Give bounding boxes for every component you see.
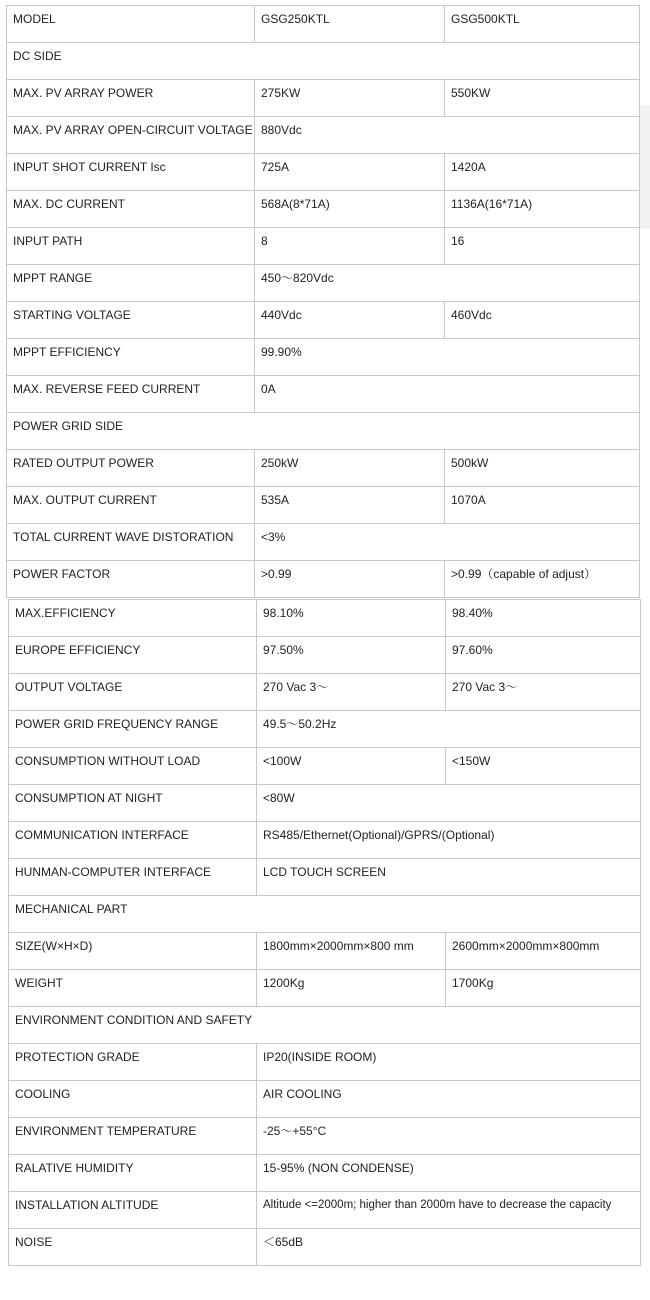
spec-value-model-1: 725A xyxy=(255,154,445,191)
section-row xyxy=(9,1007,641,1044)
spec-label: POWER GRID FREQUENCY RANGE xyxy=(9,711,257,748)
spec-value: Altitude <=2000m; higher than 2000m have to decrease the capacity xyxy=(257,1192,641,1229)
spec-label: OUTPUT VOLTAGE xyxy=(9,674,257,711)
table-row xyxy=(9,1229,641,1266)
spec-label: MAX. PV ARRAY OPEN-CIRCUIT VOLTAGE xyxy=(7,117,255,154)
spec-value-model-1: 98.10% xyxy=(257,600,446,637)
model-col-1: GSG250KTL xyxy=(255,6,445,43)
spec-value: <3% xyxy=(255,524,640,561)
table-row xyxy=(7,117,640,154)
spec-value: 99.90% xyxy=(255,339,640,376)
spec-value-model-2: 1700Kg xyxy=(446,970,641,1007)
spec-value-model-1: 535A xyxy=(255,487,445,524)
table-row xyxy=(9,600,641,637)
spec-label: HUNMAN-COMPUTER INTERFACE xyxy=(9,859,257,896)
spec-label: MAX. REVERSE FEED CURRENT xyxy=(7,376,255,413)
table-row xyxy=(9,674,641,711)
model-col-2: GSG500KTL xyxy=(445,6,640,43)
spec-label: MAX. OUTPUT CURRENT xyxy=(7,487,255,524)
table-row xyxy=(9,859,641,896)
spec-label: SIZE(W×H×D) xyxy=(9,933,257,970)
model-label: MODEL xyxy=(7,6,255,43)
spec-value-model-1: 440Vdc xyxy=(255,302,445,339)
spec-label: MAX.EFFICIENCY xyxy=(9,600,257,637)
spec-label: INSTALLATION ALTITUDE xyxy=(9,1192,257,1229)
section-heading: DC SIDE xyxy=(7,43,640,80)
spec-label: MAX. DC CURRENT xyxy=(7,191,255,228)
spec-label: COMMUNICATION INTERFACE xyxy=(9,822,257,859)
spec-value-model-1: 1800mm×2000mm×800 mm xyxy=(257,933,446,970)
spec-value: RS485/Ethernet(Optional)/GPRS/(Optional) xyxy=(257,822,641,859)
spec-value: 49.5～50.2Hz xyxy=(257,711,641,748)
spec-value-model-1: >0.99 xyxy=(255,561,445,598)
spec-value-model-2: 97.60% xyxy=(446,637,641,674)
table-row xyxy=(7,302,640,339)
spec-value-model-2: <150W xyxy=(446,748,641,785)
spec-label: STARTING VOLTAGE xyxy=(7,302,255,339)
section-heading: ENVIRONMENT CONDITION AND SAFETY xyxy=(9,1007,641,1044)
table-row xyxy=(7,561,640,598)
table-row xyxy=(7,524,640,561)
spec-label: RALATIVE HUMIDITY xyxy=(9,1155,257,1192)
spec-label: TOTAL CURRENT WAVE DISTORATION xyxy=(7,524,255,561)
table-row xyxy=(9,1081,641,1118)
spec-value-model-2: 1070A xyxy=(445,487,640,524)
spec-label: INPUT PATH xyxy=(7,228,255,265)
spec-label: CONSUMPTION AT NIGHT xyxy=(9,785,257,822)
table-row xyxy=(7,339,640,376)
spec-value-model-2: 16 xyxy=(445,228,640,265)
spec-value-model-2: 98.40% xyxy=(446,600,641,637)
section-heading: POWER GRID SIDE xyxy=(7,413,640,450)
spec-label: PROTECTION GRADE xyxy=(9,1044,257,1081)
section-row xyxy=(9,896,641,933)
spec-value: LCD TOUCH SCREEN xyxy=(257,859,641,896)
spec-value-model-2: >0.99（capable of adjust） xyxy=(445,561,640,598)
table-row xyxy=(9,1155,641,1192)
section-heading: MECHANICAL PART xyxy=(9,896,641,933)
spec-value: 15-95% (NON CONDENSE) xyxy=(257,1155,641,1192)
spec-value-model-2: 270 Vac 3～ xyxy=(446,674,641,711)
spec-value: ＜65dB xyxy=(257,1229,641,1266)
spec-value-model-1: 275KW xyxy=(255,80,445,117)
table-row xyxy=(9,711,641,748)
spec-table-bottom xyxy=(8,599,641,1266)
spec-value: IP20(INSIDE ROOM) xyxy=(257,1044,641,1081)
spec-value-model-1: 250kW xyxy=(255,450,445,487)
spec-label: ENVIRONMENT TEMPERATURE xyxy=(9,1118,257,1155)
spec-label: RATED OUTPUT POWER xyxy=(7,450,255,487)
spec-value-model-1: 270 Vac 3～ xyxy=(257,674,446,711)
spec-label: MPPT EFFICIENCY xyxy=(7,339,255,376)
spec-value-model-2: 500kW xyxy=(445,450,640,487)
spec-value-model-2: 2600mm×2000mm×800mm xyxy=(446,933,641,970)
table-row xyxy=(9,933,641,970)
table-row xyxy=(7,80,640,117)
table-row xyxy=(7,450,640,487)
header-row xyxy=(7,6,640,43)
spec-value: <80W xyxy=(257,785,641,822)
spec-value-model-2: 1420A xyxy=(445,154,640,191)
spec-value-model-1: 568A(8*71A) xyxy=(255,191,445,228)
spec-label: CONSUMPTION WITHOUT LOAD xyxy=(9,748,257,785)
spec-label: MAX. PV ARRAY POWER xyxy=(7,80,255,117)
spec-label: NOISE xyxy=(9,1229,257,1266)
spec-value: AIR COOLING xyxy=(257,1081,641,1118)
table-row xyxy=(7,154,640,191)
spec-value-model-2: 1136A(16*71A) xyxy=(445,191,640,228)
spec-label: INPUT SHOT CURRENT Isc xyxy=(7,154,255,191)
spec-label: WEIGHT xyxy=(9,970,257,1007)
table-row xyxy=(7,265,640,302)
table-row xyxy=(9,785,641,822)
spec-value-model-1: 1200Kg xyxy=(257,970,446,1007)
spec-label: COOLING xyxy=(9,1081,257,1118)
spec-value-model-1: 97.50% xyxy=(257,637,446,674)
table-row xyxy=(9,822,641,859)
spec-value-model-1: <100W xyxy=(257,748,446,785)
spec-value-model-2: 460Vdc xyxy=(445,302,640,339)
spec-label: MPPT RANGE xyxy=(7,265,255,302)
table-row xyxy=(7,376,640,413)
spec-value: 0A xyxy=(255,376,640,413)
spec-value: -25～+55°C xyxy=(257,1118,641,1155)
table-row xyxy=(7,228,640,265)
spec-value: 450～820Vdc xyxy=(255,265,640,302)
spec-value-model-2: 550KW xyxy=(445,80,640,117)
table-row xyxy=(9,748,641,785)
section-row xyxy=(7,43,640,80)
table-row xyxy=(7,487,640,524)
table-row xyxy=(9,637,641,674)
table-row xyxy=(9,970,641,1007)
table-row xyxy=(9,1192,641,1229)
spec-value: 880Vdc xyxy=(255,117,640,154)
spec-value-model-1: 8 xyxy=(255,228,445,265)
section-row xyxy=(7,413,640,450)
spec-label: EUROPE EFFICIENCY xyxy=(9,637,257,674)
table-row xyxy=(7,191,640,228)
spec-label: POWER FACTOR xyxy=(7,561,255,598)
table-row xyxy=(9,1118,641,1155)
spec-table-top xyxy=(6,5,640,598)
table-row xyxy=(9,1044,641,1081)
